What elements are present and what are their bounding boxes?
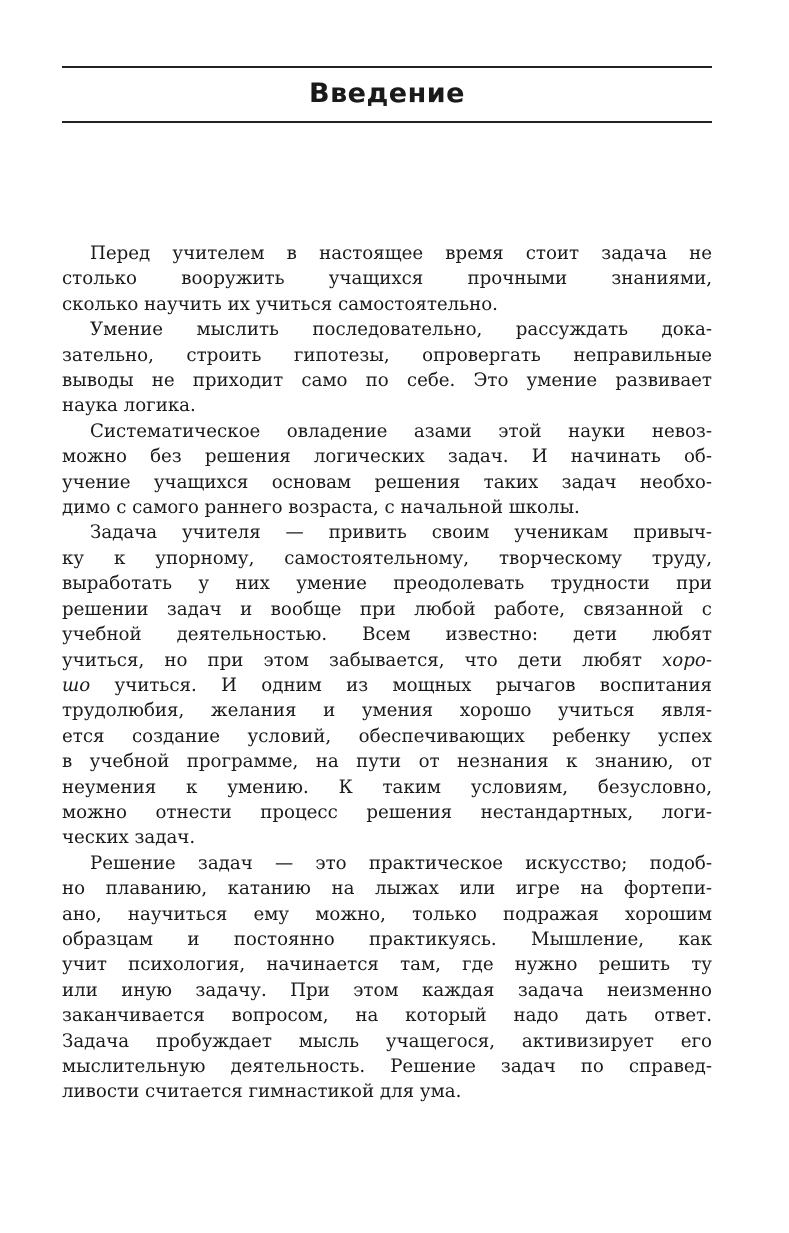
text-line: сколько научить их учиться самостоятельно. bbox=[62, 293, 498, 315]
text-line: можно без решения логических задач. И начинать об- bbox=[62, 446, 712, 468]
text-line: образцам и постоянно практикуясь. Мышление, как bbox=[62, 928, 712, 950]
text-line: Умение мыслить последовательно, рассуждать дока- bbox=[90, 319, 712, 341]
text-fragment: учиться, но при этом забывается, что дети любят bbox=[62, 649, 663, 671]
text-line: но плаванию, катанию на лыжах или игре на фортепи- bbox=[62, 878, 712, 900]
text-line: в учебной программе, на пути от незнания к знанию, от bbox=[62, 751, 712, 773]
text-line: трудолюбия, желания и умения хорошо учиться явля- bbox=[62, 700, 712, 722]
text-line: зательно, строить гипотезы, опровергать неправильные bbox=[62, 344, 712, 366]
text-line: димо с самого раннего возраста, с начальной школы. bbox=[62, 497, 580, 519]
text-line: мыслительную деятельность. Решение задач по справед- bbox=[62, 1056, 712, 1077]
emphasis: шо bbox=[62, 674, 91, 696]
text-line: ано, научиться ему можно, только подражая хорошим bbox=[62, 903, 712, 925]
text-line bbox=[62, 648, 712, 673]
text-line: Задача учителя — привить своим ученикам привыч- bbox=[90, 522, 712, 544]
paragraph-1 bbox=[62, 241, 712, 317]
text-line: столько вооружить учащихся прочными знаниями, bbox=[62, 268, 712, 290]
paragraph-5 bbox=[62, 851, 712, 1105]
text-line: решении задач и вообще при любой работе, связанной с bbox=[62, 598, 712, 620]
bottom-rule bbox=[62, 121, 712, 123]
text-line: учение учащихся основам решения таких задач необхо- bbox=[62, 471, 712, 493]
text-fragment: учиться. И одним из мощных рычагов воспитания bbox=[90, 674, 712, 696]
text-line: можно отнести процесс решения нестандартных, логи- bbox=[62, 801, 712, 823]
paragraph-3 bbox=[62, 419, 712, 521]
text-line: Перед учителем в настоящее время стоит задача не bbox=[90, 243, 712, 264]
top-rule bbox=[62, 66, 712, 68]
text-line: Решение задач — это практическое искусство; подоб- bbox=[90, 852, 712, 874]
text-line: ку к упорному, самостоятельному, творческому труду, bbox=[62, 547, 712, 569]
text-line: ливости считается гимнастикой для ума. bbox=[62, 1081, 462, 1103]
text-line: учит психология, начинается там, где нужно решить ту bbox=[62, 954, 712, 976]
text-line: учебной деятельностью. Всем известно: дети любят bbox=[62, 624, 712, 646]
text-line: выработать у них умение преодолевать трудности при bbox=[62, 573, 712, 595]
text-line: неумения к умению. К таким условиям, безусловно, bbox=[62, 776, 712, 798]
paragraph-4 bbox=[62, 520, 712, 850]
emphasis: хоро- bbox=[662, 649, 712, 671]
paragraph-2 bbox=[62, 317, 712, 419]
text-line: Задача пробуждает мысль учащегося, активизирует его bbox=[62, 1030, 712, 1052]
text-line: или иную задачу. При этом каждая задача неизменно bbox=[62, 979, 712, 1001]
text-line: ческих задач. bbox=[62, 827, 196, 849]
text-line: Систематическое овладение азами этой науки невоз- bbox=[90, 420, 712, 442]
text-line: выводы не приходит само по себе. Это умение развивает bbox=[62, 370, 712, 392]
body-text bbox=[62, 241, 712, 1105]
text-line: наука логика. bbox=[62, 395, 196, 417]
text-line: заканчивается вопросом, на который надо дать ответ. bbox=[62, 1005, 712, 1027]
text-line bbox=[62, 673, 712, 698]
text-line: ется создание условий, обеспечивающих ребенку успех bbox=[62, 725, 712, 747]
chapter-title: Введение bbox=[309, 78, 465, 109]
